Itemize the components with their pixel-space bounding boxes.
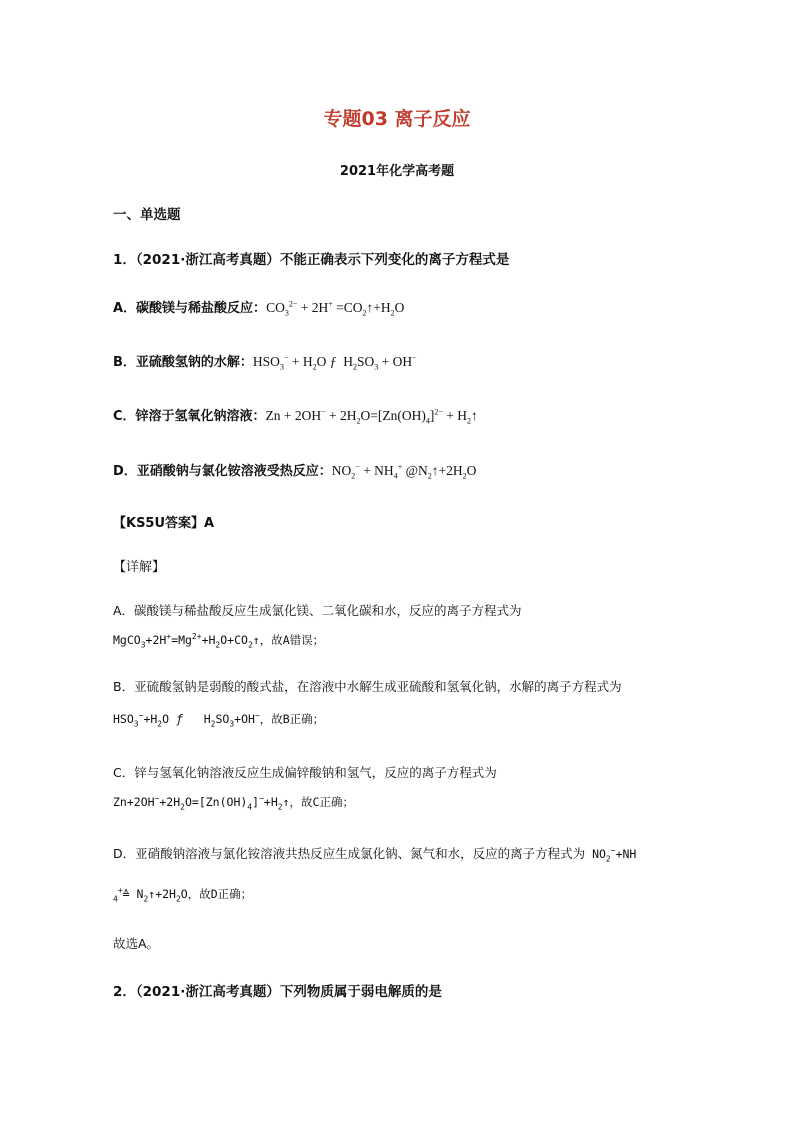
option-d-label: D．亚硝酸钠与氯化铵溶液受热反应： <box>113 464 332 479</box>
option-c-equation: $Zn + 2OH^- + 2H_2O=[Zn(OH)_4]^{2-}$ + $H_2↑$ <box>265 407 478 426</box>
explanation-c-equation: $Zn+2OH^-+2H_2O=[Zn(OH)_4]^-+H_2↑$，故C正确； <box>113 794 354 812</box>
option-d <box>113 460 476 481</box>
explanation-a-equation: $MgCO_3+2H^+=Mg^{2+}+H_2O+CO_2↑$，故A错误； <box>113 632 325 650</box>
question-2-stem: 2．（2021·浙江高考真题）下列物质属于弱电解质的是 <box>113 984 442 1000</box>
option-c-label: C．锌溶于氢氧化钠溶液： <box>113 409 266 424</box>
option-b-label: B．亚硫酸氢钠的水解： <box>113 355 253 370</box>
option-b <box>113 351 417 372</box>
option-c <box>113 405 478 426</box>
answer: 【KS5U答案】A <box>113 516 215 531</box>
explanation-d: D．亚硝酸钠溶液与氯化铵溶液共热反应生成氯化钠、氮气和水，反应的离子方程式为 $NO_2^-+NH$ <box>113 846 637 864</box>
explanation-d-text: D．亚硝酸钠溶液与氯化铵溶液共热反应生成氯化钠、氮气和水，反应的离子方程式为 <box>113 846 586 861</box>
question-1-stem: 1．（2021·浙江高考真题）不能正确表示下列变化的离子方程式是 <box>113 252 510 268</box>
explanation-c-tail: ，故C正确； <box>289 795 354 809</box>
explanation-b-equation: $HSO_3^-+H_2O$ ƒ $H_2SO_3+OH^-$，故B正确； <box>113 711 325 729</box>
explanation-b: B．亚硫酸氢钠是弱酸的酸式盐，在溶液中水解生成亚硫酸和氢氧化钠，水解的离子方程式为 <box>113 679 622 694</box>
section-heading: 一、单选题 <box>113 207 181 223</box>
explanation-a-tail: ，故A错误； <box>259 633 325 647</box>
option-a-equation: $CO_3^{2-} + 2H^+$ $=CO_2↑+H_2O$ <box>266 299 405 318</box>
explanation-d-equation: $_4$+≙ $N_2↑+2H_2O$，故D正确； <box>113 886 253 904</box>
page-title: 专题03 离子反应 <box>323 108 471 130</box>
explanation-c: C．锌与氢氧化钠溶液反应生成偏锌酸钠和氢气，反应的离子方程式为 <box>113 765 497 780</box>
option-a <box>113 297 404 318</box>
option-b-equation: $HSO_3^- + H_2O$ ƒ $H_2SO_3 + OH^-$ <box>252 353 417 372</box>
page-subtitle: 2021年化学高考题 <box>339 164 455 179</box>
explanation-b-tail: ，故B正确； <box>259 712 325 726</box>
conclusion: 故选A。 <box>113 936 160 951</box>
option-d-equation: $NO_2^- + NH_4^+$ $@N_2↑+2H_2O$ <box>331 462 477 481</box>
option-a-label: A．碳酸镁与稀盐酸反应： <box>113 301 267 316</box>
explanation-a: A．碳酸镁与稀盐酸反应生成氯化镁、二氧化碳和水，反应的离子方程式为 <box>113 603 522 618</box>
detail-header: 【详解】 <box>113 560 166 575</box>
explanation-d-tail: ，故D正确； <box>187 887 253 901</box>
